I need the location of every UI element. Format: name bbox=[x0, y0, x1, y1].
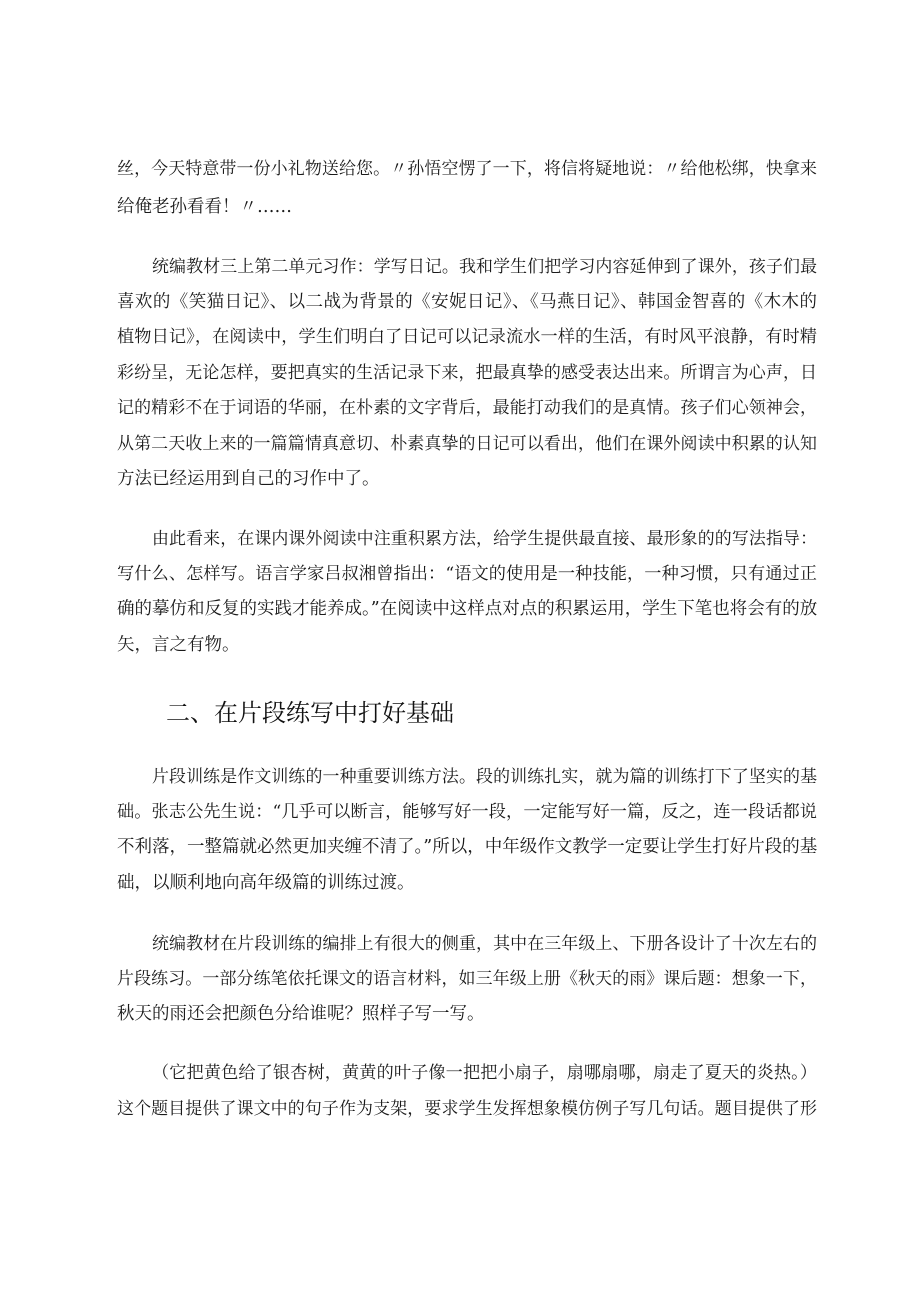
text-line: 方法已经运用到自己的习作中了。 bbox=[117, 469, 380, 489]
text-line: 植物日记》，在阅读中，学生们明白了日记可以记录流水一样的生活，有时风平浪静，有时精 bbox=[117, 327, 817, 347]
text-line: 从第二天收上来的一篇篇情真意切、朴素真挚的日记可以看出，他们在课外阅读中积累的认知 bbox=[117, 434, 817, 454]
text-line: 写什么、怎样写。语言学家吕叔湘曾指出：“语文的使用是一种技能，一种习惯，只有通过正 bbox=[117, 564, 817, 584]
section-heading: 二、在片段练写中打好基础 bbox=[166, 699, 454, 727]
text-line: 喜欢的《笑猫日记》、以二战为背景的《安妮日记》、《马燕日记》、韩国金智喜的《木木的 bbox=[117, 292, 817, 312]
text-line: 确的摹仿和反复的实践才能养成。”在阅读中这样点对点的积累运用，学生下笔也将会有的放 bbox=[117, 599, 817, 619]
text-line: 矢，言之有物。 bbox=[117, 635, 240, 655]
text-line: 这个题目提供了课文中的句子作为支架，要求学生发挥想象模仿例子写几句话。题目提供了形 bbox=[117, 1099, 817, 1119]
text-line: （它把黄色给了银杏树，黄黄的叶子像一把把小扇子，扇哪扇哪，扇走了夏天的炎热。） bbox=[152, 1063, 817, 1083]
text-line: 片段练习。一部分练笔依托课文的语言材料，如三年级上册《秋天的雨》课后题：想象一下， bbox=[117, 969, 817, 989]
text-line: 丝，今天特意带一份小礼物送给您。〃孙悟空愣了一下，将信将疑地说：〃给他松绑，快拿来 bbox=[117, 159, 817, 179]
text-line: 础，以顺利地向高年级篇的训练过渡。 bbox=[117, 873, 415, 893]
text-line: 础。张志公先生说：“几乎可以断言，能够写好一段，一定能写好一篇，反之，连一段话都说 bbox=[117, 802, 817, 822]
text-line: 不利落，一整篇就必然更加夹缠不清了。”所以，中年级作文教学一定要让学生打好片段的基 bbox=[117, 837, 817, 857]
text-line: 秋天的雨还会把颜色分给谁呢？照样子写一写。 bbox=[117, 1004, 485, 1024]
text-line: 记的精彩不在于词语的华丽，在朴素的文字背后，最能打动我们的是真情。孩子们心领神会， bbox=[117, 398, 817, 418]
text-line: 由此看来，在课内课外阅读中注重积累方法，给学生提供最直接、最形象的的写法指导： bbox=[152, 528, 817, 548]
text-line: 彩纷呈，无论怎样，要把真实的生活记录下来，把最真挚的感受表达出来。所谓言为心声，日 bbox=[117, 363, 817, 383]
text-line: 片段训练是作文训练的一种重要训练方法。段的训练扎实，就为篇的训练打下了坚实的基 bbox=[152, 766, 817, 786]
text-line: 统编教材在片段训练的编排上有很大的侧重，其中在三年级上、下册各设计了十次左右的 bbox=[152, 933, 817, 953]
text-line: 统编教材三上第二单元习作：学写日记。我和学生们把学习内容延伸到了课外，孩子们最 bbox=[152, 256, 817, 276]
text-line: 给俺老孙看看！〃…… bbox=[117, 197, 292, 217]
